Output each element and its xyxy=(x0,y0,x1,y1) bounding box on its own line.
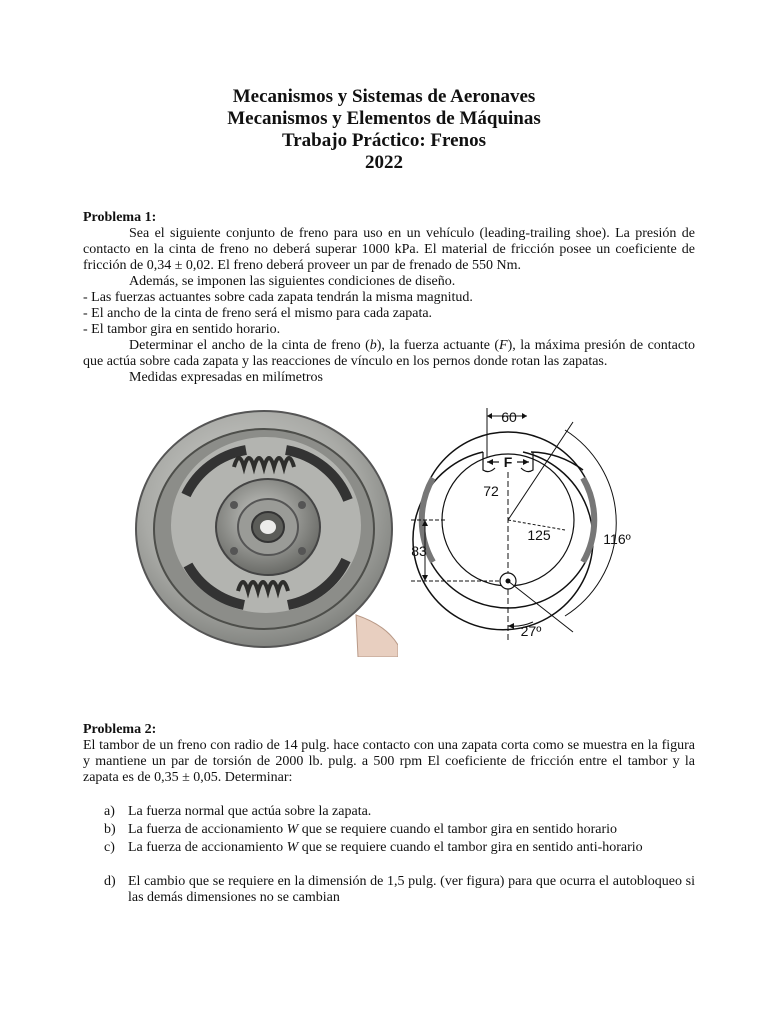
task-text-1: Determinar el ancho de la cinta de freno ( xyxy=(129,338,370,353)
list-marker: b) xyxy=(104,822,116,837)
problem-2-title: Problema 2: xyxy=(83,722,157,737)
brake-drum-drawing xyxy=(405,400,645,650)
problem-2-statement: El tambor de un freno con radio de 14 pulg. hace contacto con una zapata corta como se muestra en la figura y mantiene un par de torsión de 2000 lb. pulg. a 500 rpm El coeficiente de fricción entre el tambor y la zapata es de 0,35 ± 0,05. Determinar: xyxy=(83,738,695,785)
units-note: Medidas expresadas en milímetros xyxy=(129,370,324,385)
course-title-2: Mecanismos y Elementos de Máquinas xyxy=(227,108,541,129)
condition-1: - Las fuerzas actuantes sobre cada zapata tendrán la misma magnitud. xyxy=(83,290,473,305)
dimension-83: 83 xyxy=(411,543,427,559)
dimension-60: 60 xyxy=(501,409,517,425)
list-item xyxy=(104,804,695,820)
list-marker: c) xyxy=(104,840,115,855)
angle-27: 27º xyxy=(520,623,542,639)
list-item xyxy=(104,874,695,906)
problem-1-statement: Sea el siguiente conjunto de freno para uso en un vehículo (leading-trailing shoe). La presión de contacto en la cinta de freno no deberá superar 1000 kPa. El material de fricción posee un coeficiente de fricción de 0,34 ± 0,02. El freno deberá proveer un par de frenado de 550 Nm. xyxy=(83,226,695,273)
list-text: El cambio que se requiere en la dimensión de 1,5 pulg. (ver figura) para que ocurra el autobloqueo si las demás dimensiones no se cambian xyxy=(128,874,695,905)
list-marker: d) xyxy=(104,874,116,889)
variable-w: W xyxy=(286,822,299,837)
dimension-72: 72 xyxy=(483,483,499,499)
brake-assembly-photo xyxy=(126,405,398,657)
variable-f: F xyxy=(499,338,508,353)
list-text: que se requiere cuando el tambor gira en sentido horario xyxy=(298,822,618,837)
task-text-2: ), la fuerza actuante ( xyxy=(376,338,500,353)
list-item xyxy=(104,840,695,856)
variable-w: W xyxy=(286,840,299,855)
problem-1-title: Problema 1: xyxy=(83,210,157,225)
variable-b: b xyxy=(369,338,377,353)
list-marker: a) xyxy=(104,804,115,819)
list-text: La fuerza de accionamiento xyxy=(128,822,287,837)
dimension-125: 125 xyxy=(527,527,551,543)
problem-1-conditions-intro: Además, se imponen las siguientes condiciones de diseño. xyxy=(129,274,456,289)
list-text: que se requiere cuando el tambor gira en sentido anti-horario xyxy=(298,840,643,855)
angle-116: 116º xyxy=(603,531,631,547)
assignment-title: Trabajo Práctico: Frenos xyxy=(281,130,487,151)
document-header xyxy=(0,86,768,174)
condition-3: - El tambor gira en sentido horario. xyxy=(83,322,281,337)
task-text-3: ), la máxima presión de contacto que actúa sobre cada zapata y las reacciones de vínculo en los pernos donde rotan las zapatas. xyxy=(83,338,696,369)
problem-1-task xyxy=(83,338,695,370)
list-text: La fuerza normal que actúa sobre la zapata. xyxy=(128,804,372,819)
list-text: La fuerza de accionamiento xyxy=(128,840,287,855)
course-title-1: Mecanismos y Sistemas de Aeronaves xyxy=(232,86,536,107)
assignment-year: 2022 xyxy=(365,152,403,173)
condition-2: - El ancho de la cinta de freno será el mismo para cada zapata. xyxy=(83,306,433,321)
force-label: F xyxy=(503,454,513,470)
list-item xyxy=(104,822,695,838)
